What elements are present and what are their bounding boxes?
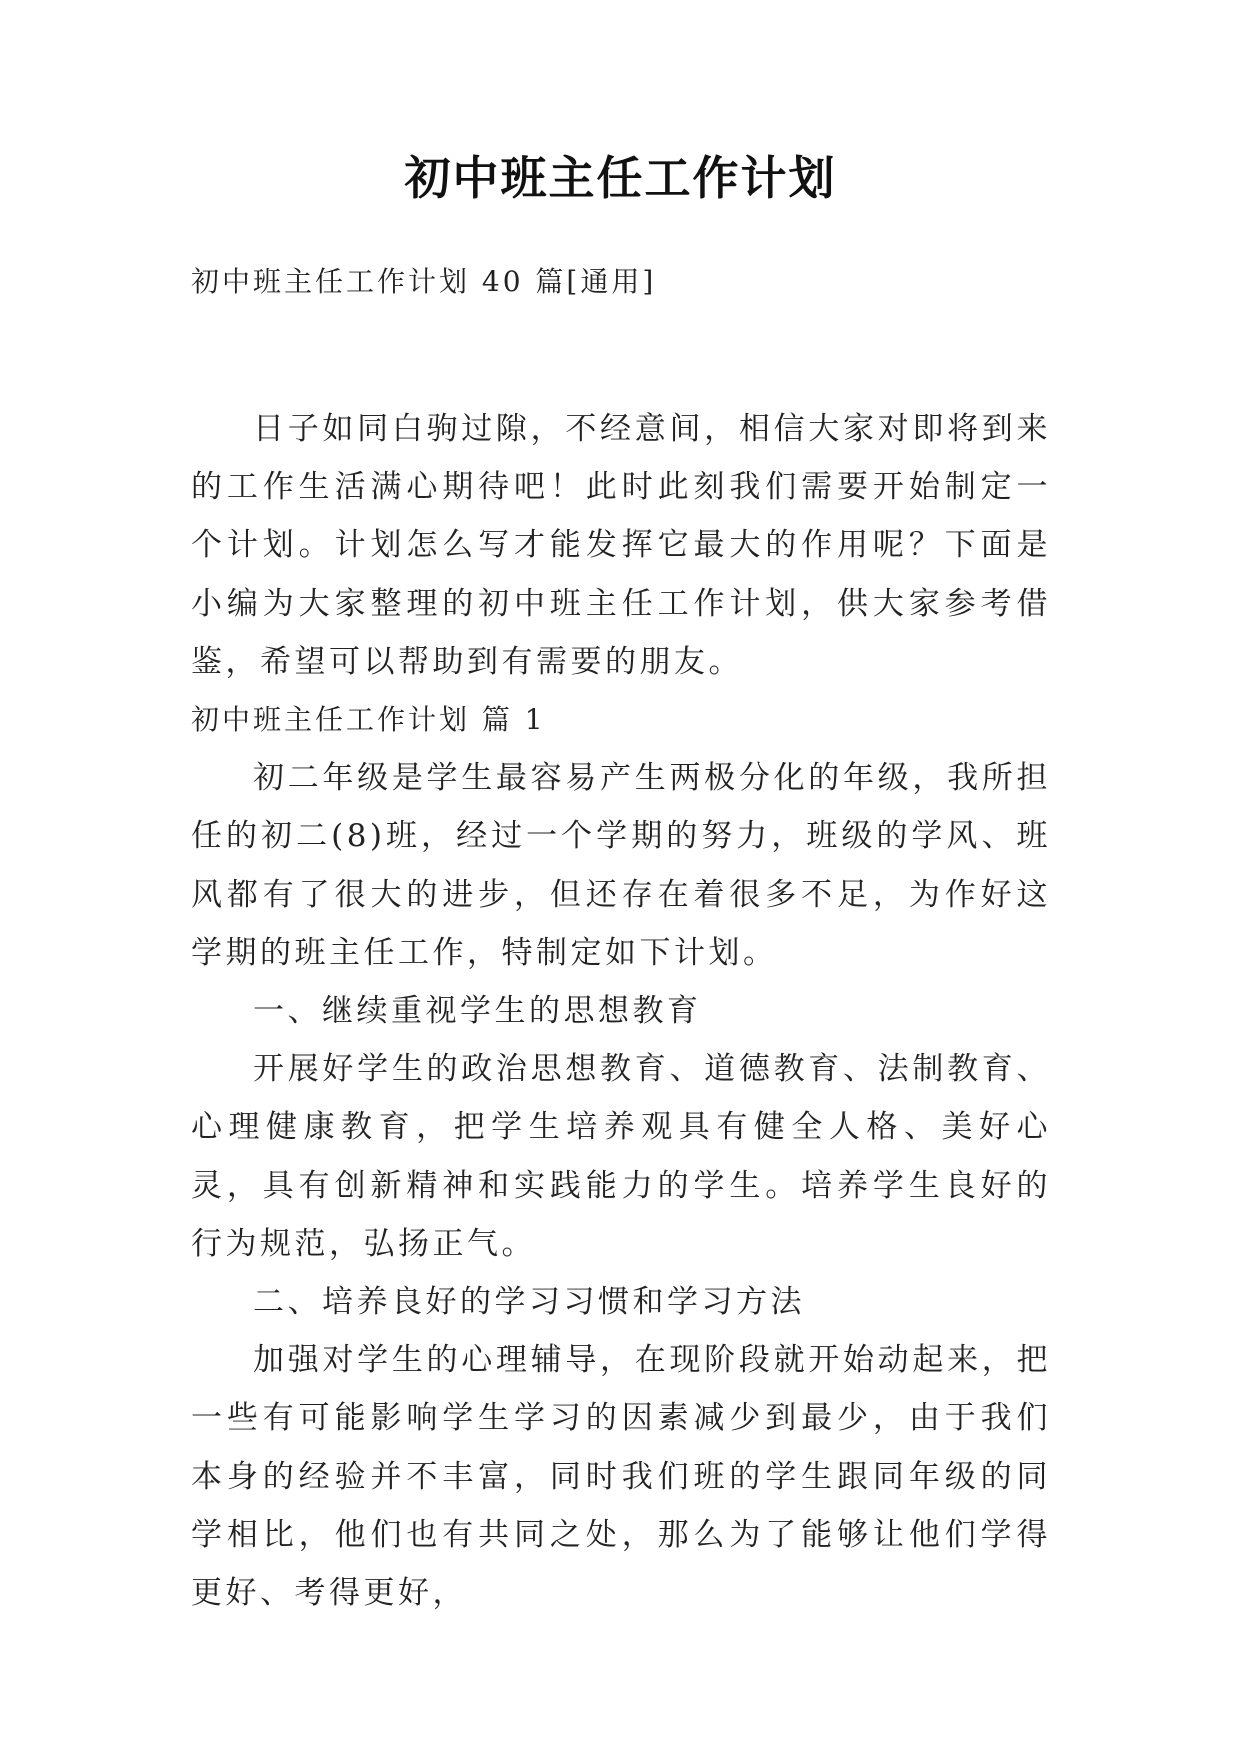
body-paragraph: 开展好学生的政治思想教育、道德教育、法制教育、心理健康教育，把学生培养观具有健全人格、美好心灵，具有创新精神和实践能力的学生。培养学生良好的行为规范，弘扬正气。 [191, 1051, 1051, 1262]
article-heading: 初中班主任工作计划 篇 1 [191, 703, 546, 737]
section-heading: 一、继续重视学生的思想教育 [253, 993, 702, 1030]
document-title: 初中班主任工作计划 [404, 151, 837, 205]
document-subtitle: 初中班主任工作计划 40 篇[通用] [191, 265, 657, 298]
intro-paragraph: 日子如同白驹过隙，不经意间，相信大家对即将到来的工作生活满心期待吧！此时此刻我们需要开始制定一个计划。计划怎么写才能发挥它最大的作用呢？下面是小编为大家整理的初中班主任工作计划，供大家参考借鉴，希望可以帮助到有需要的朋友。 [191, 411, 1051, 680]
body-paragraph: 加强对学生的心理辅导，在现阶段就开始动起来，把一些有可能影响学生学习的因素减少到最少，由于我们本身的经验并不丰富，同时我们班的学生跟同年级的同学相比，他们也有共同之处，那么为了能够让他们学得更好、考得更好， [191, 1342, 1051, 1612]
body-paragraph: 初二年级是学生最容易产生两极分化的年级，我所担任的初二(8)班，经过一个学期的努力，班级的学风、班风都有了很大的进步，但还存在着很多不足，为作好这学期的班主任工作，特制定如下计划。 [191, 760, 1051, 971]
document-body [191, 400, 1051, 1622]
section-heading: 二、培养良好的学习习惯和学习方法 [253, 1284, 805, 1321]
